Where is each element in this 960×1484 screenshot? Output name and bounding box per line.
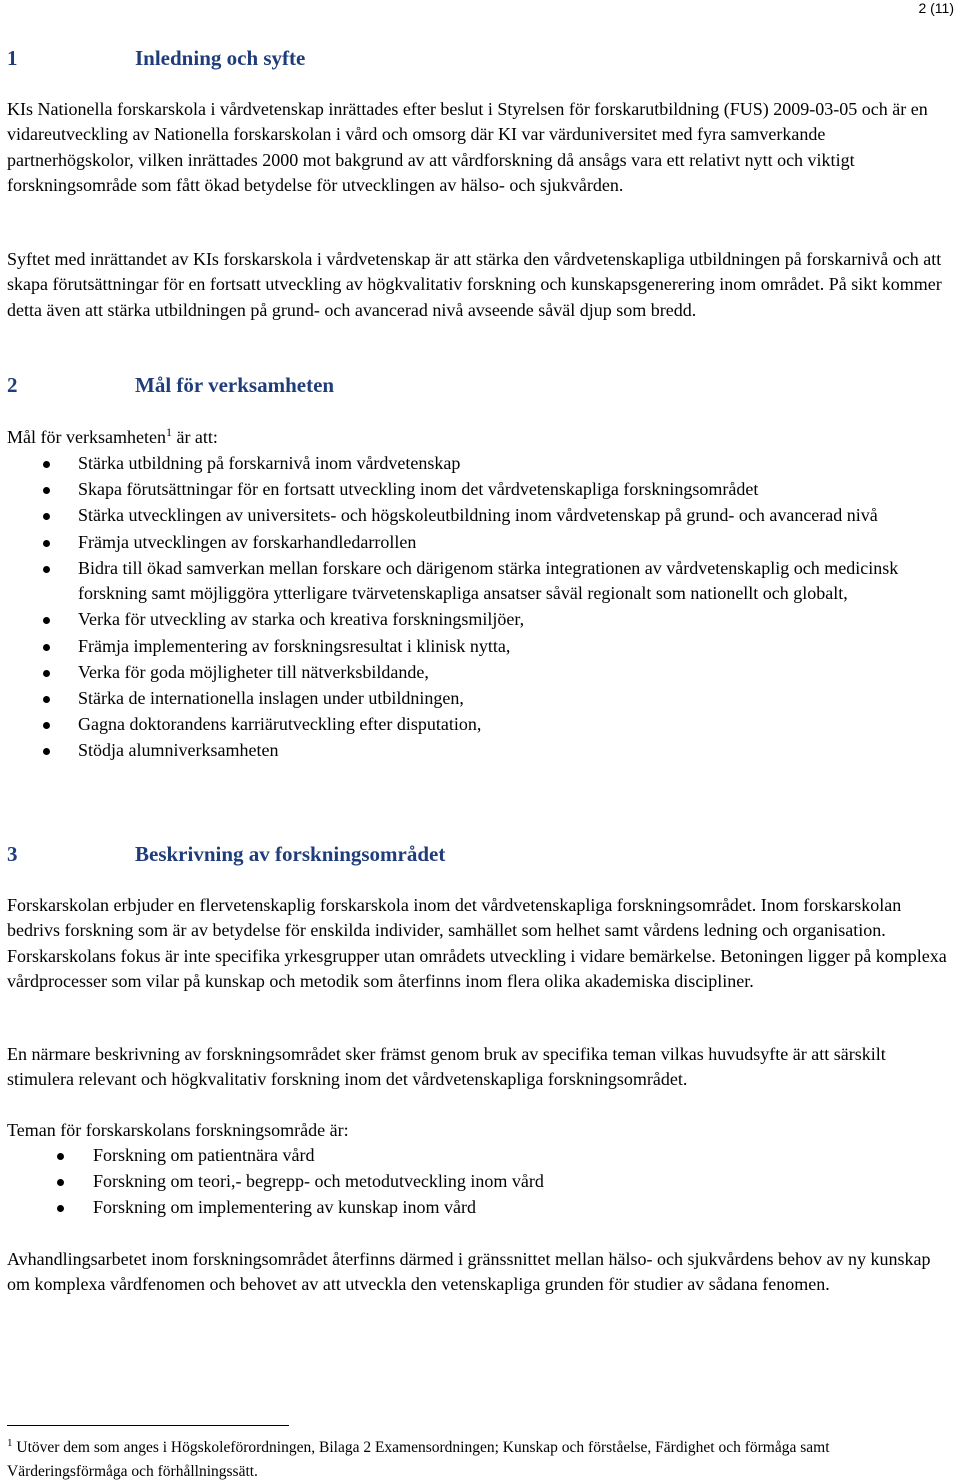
bullet-icon bbox=[43, 748, 50, 755]
list-item-text: Stärka utvecklingen av universitets- och högskoleutbildning inom vårdvetenskap på grund- och avancerad nivå bbox=[78, 505, 878, 526]
bullet-icon bbox=[43, 540, 50, 547]
bullet-icon bbox=[43, 487, 50, 494]
bullet-icon bbox=[43, 696, 50, 703]
list-item bbox=[7, 607, 952, 632]
section-2-number: 2 bbox=[7, 373, 18, 397]
list-item-text: Stärka de internationella inslagen under utbildningen, bbox=[78, 688, 464, 709]
list-item-text: Forskning om patientnära vård bbox=[93, 1145, 315, 1165]
bullet-icon bbox=[43, 644, 50, 651]
footnote-text: Utöver dem som anges i Högskoleförordningen, Bilaga 2 Examensordningen; Kunskap och förståelse, Färdighet och förmåga samt Värderingsförmåga och förhållningssätt. bbox=[7, 1439, 830, 1480]
section-3-title: Beskrivning av forskningsområdet bbox=[135, 842, 446, 866]
list-item bbox=[7, 556, 952, 607]
list-item bbox=[7, 503, 952, 528]
section-3-paragraph-2: En närmare beskrivning av forskningsområdet sker främst genom bruk av specifika teman vilkas huvudsyfte är att särskilt stimulera relevant och högkvalitativ forskning inom det vårdvetenskapliga forskningsområdet. bbox=[7, 1044, 886, 1090]
list-item bbox=[7, 686, 952, 711]
section-1-heading bbox=[7, 46, 305, 70]
list-item bbox=[7, 1169, 952, 1194]
bullet-icon bbox=[57, 1205, 64, 1212]
list-item-text: Forskning om implementering av kunskap inom vård bbox=[93, 1197, 476, 1218]
list-item bbox=[7, 530, 952, 555]
list-item-text: Stödja alumniverksamheten bbox=[78, 740, 279, 761]
bullet-icon bbox=[43, 722, 50, 729]
bullet-icon bbox=[43, 513, 50, 520]
themes-list bbox=[7, 1143, 952, 1222]
list-item-text: Verka för goda möjligheter till nätverksbildande, bbox=[78, 661, 429, 682]
section-1-title: Inledning och syfte bbox=[135, 46, 306, 70]
list-item bbox=[7, 660, 952, 685]
list-item bbox=[7, 738, 952, 763]
section-2-heading bbox=[7, 373, 334, 397]
list-item-text: Gagna doktorandens karriärutveckling efter disputation, bbox=[78, 714, 482, 735]
section-2-intro-text: Mål för verksamheten bbox=[7, 427, 166, 447]
list-item bbox=[7, 634, 952, 659]
list-item-text: Bidra till ökad samverkan mellan forskare och därigenom stärka integrationen av vårdvetenskaplig och medicinsk forskning samt möjliggöra ytterligare tvärvetenskapliga ansatser såväl regionalt som nationellt och globalt, bbox=[78, 557, 899, 604]
section-3-paragraph-1: Forskarskolan erbjuder en flervetenskaplig forskarskola inom det vårdvetenskapliga forskningsområdet. Inom forskarskolan bedrivs forskning som är av betydelse för enskilda individer, samhället som helhet samt vårdens ledning och organisation. Forskarskolans fokus är inte specifika yrkesgrupper utan områdets utveckling i vidare bemärkelse. Betoningen ligger på komplexa vårdprocesser som vilar på kunskap och metodik som återfinns inom flera olika akademiska discipliner. bbox=[7, 895, 947, 992]
bullet-icon bbox=[43, 461, 50, 468]
section-1-number: 1 bbox=[7, 46, 18, 70]
list-item-text: Främja implementering av forskningsresultat i klinisk nytta, bbox=[78, 635, 511, 656]
section-3-paragraph-3: Avhandlingsarbetet inom forskningsområdet återfinns därmed i gränssnittet mellan hälso- och sjukvårdens behov av ny kunskap om komplexa vårdfenomen och behovet av att utveckla den vetenskapliga grunden för studier av sådana fenomen. bbox=[7, 1249, 931, 1295]
list-item bbox=[7, 1143, 952, 1168]
list-item-text: Forskning om teori,- begrepp- och metodutveckling inom vård bbox=[93, 1171, 544, 1192]
footnote-reference[interactable]: 1 bbox=[165, 425, 172, 439]
section-1-paragraph-1: KIs Nationella forskarskola i vårdvetenskap inrättades efter beslut i Styrelsen för forskarutbildning (FUS) 2009-03-05 och är en vidareutveckling av Nationella forskarskolan i vård och omsorg där KI var värduniversitet med fyra samverkande partnerhögskolor, vilken inrättades 2000 mot bakgrund av att vårdforskning då ansågs vara ett relativt nytt och viktigt forskningsområde som fått ökad betydelse för utvecklingen av hälso- och sjukvården. bbox=[7, 99, 928, 196]
section-3-heading bbox=[7, 842, 445, 866]
page-number: 2 (11) bbox=[918, 0, 954, 16]
goals-list bbox=[7, 451, 952, 765]
bullet-icon bbox=[43, 617, 50, 624]
list-item bbox=[7, 712, 952, 737]
section-3-number: 3 bbox=[7, 842, 18, 866]
list-item bbox=[7, 477, 952, 502]
list-item bbox=[7, 451, 952, 476]
bullet-icon bbox=[57, 1179, 64, 1186]
footnote bbox=[7, 1436, 952, 1484]
list-item-text: Stärka utbildning på forskarnivå inom vårdvetenskap bbox=[78, 453, 461, 473]
bullet-icon bbox=[43, 566, 50, 573]
bullet-icon bbox=[57, 1153, 64, 1160]
footnote-divider bbox=[7, 1425, 289, 1426]
section-2-title: Mål för verksamheten bbox=[135, 373, 335, 397]
list-item-text: Verka för utveckling av starka och kreativa forskningsmiljöer, bbox=[78, 609, 525, 630]
section-1-paragraph-2: Syftet med inrättandet av KIs forskarskola i vårdvetenskap är att stärka den vårdvetenskapliga utbildningen på forskarnivå och att skapa förutsättningar för en fortsatt utveckling av högkvalitativ forskning och kunskapsgenerering inom området. På sikt kommer detta även att stärka utbildningen på grund- och avancerad nivå avseende såväl djup som bredd. bbox=[7, 249, 942, 320]
footnote-mark: 1 bbox=[7, 1437, 13, 1449]
section-2-intro bbox=[7, 425, 952, 450]
list-item-text: Främja utvecklingen av forskarhandledarrollen bbox=[78, 531, 417, 552]
section-2-intro-suffix: är att: bbox=[171, 427, 218, 447]
bullet-icon bbox=[43, 670, 50, 677]
list-item-text: Skapa förutsättningar för en fortsatt utveckling inom det vårdvetenskapliga forskningsområdet bbox=[78, 479, 759, 500]
list-item bbox=[7, 1195, 952, 1220]
themes-intro: Teman för forskarskolans forskningsområde är: bbox=[7, 1120, 349, 1140]
